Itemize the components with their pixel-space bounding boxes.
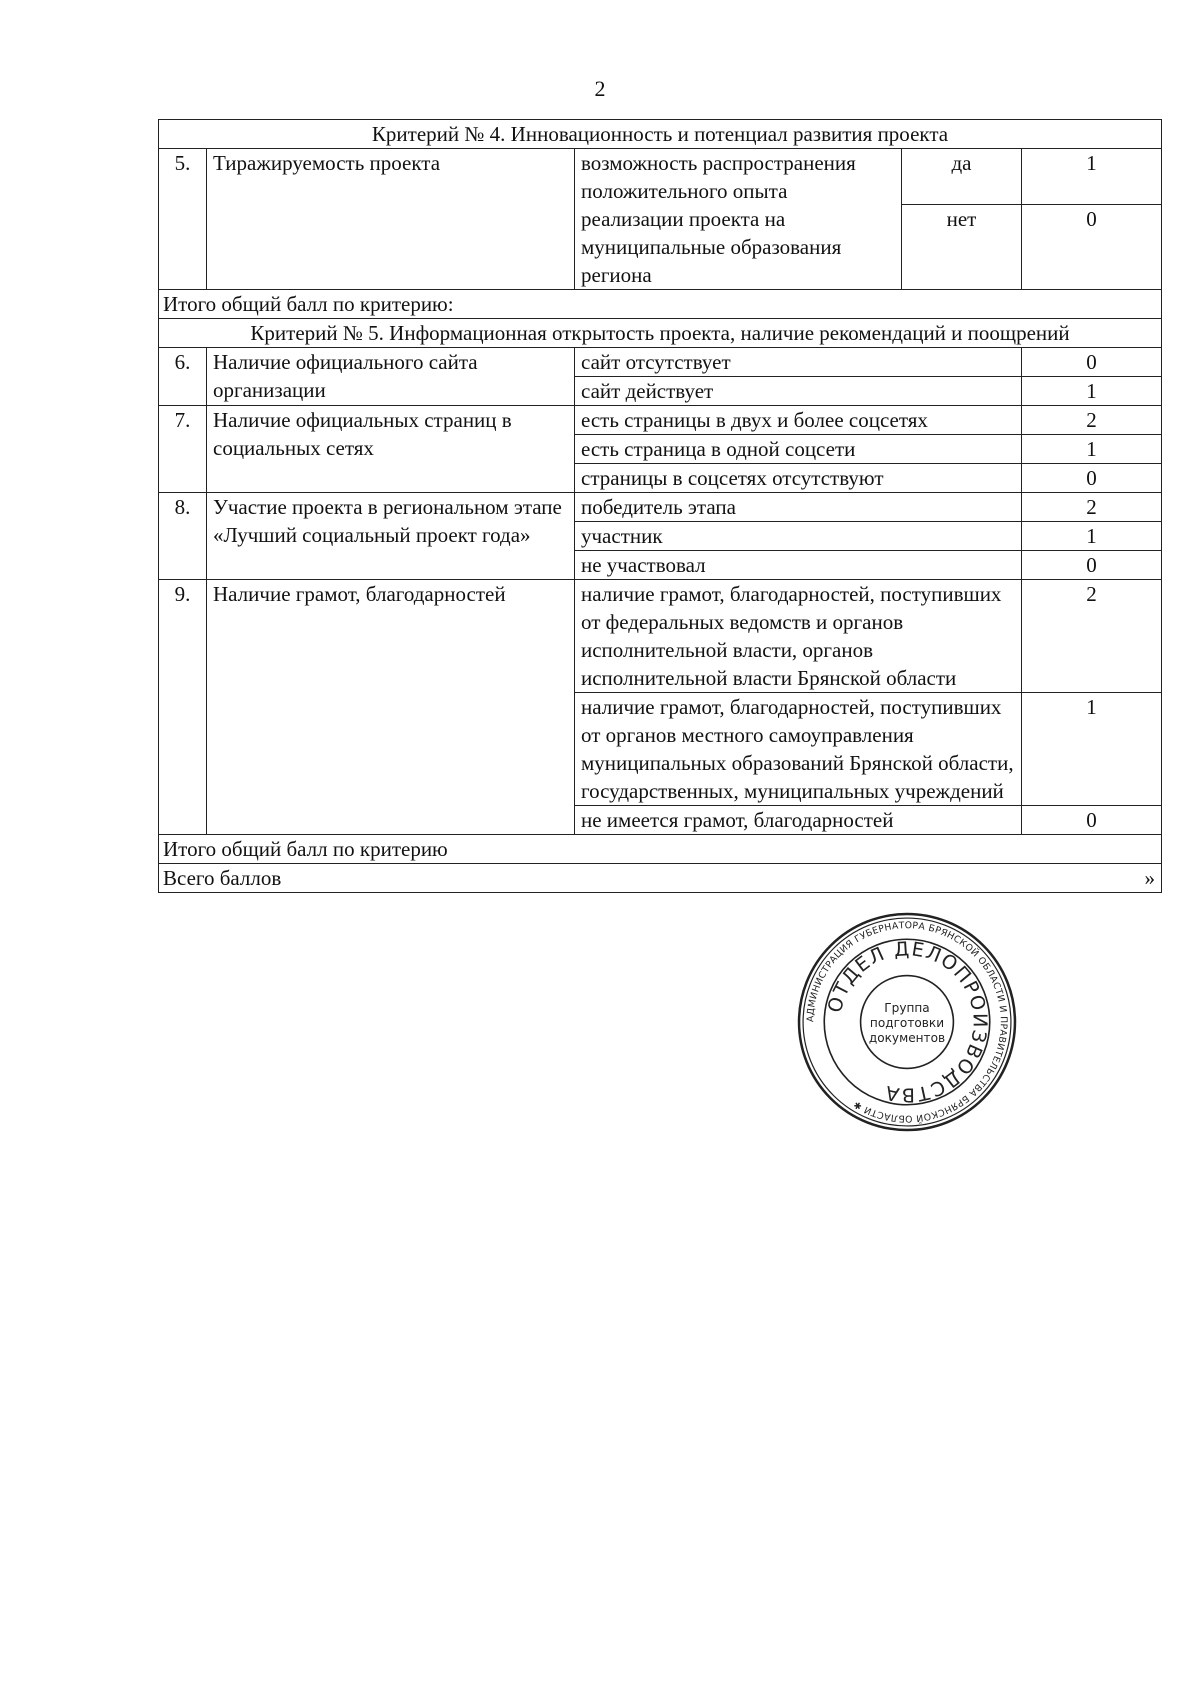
row-5-condition: возможность распространения положительного опыта реализации проекта на муниципальные образования региона <box>575 149 902 290</box>
row-9-option-label: наличие грамот, благодарностей, поступивших от органов местного самоуправления муниципальных образований Брянской области, государственных, муниципальных учреждений <box>575 693 1022 806</box>
row-8-option-score: 1 <box>1022 522 1162 551</box>
row-8-option-1 <box>159 493 1162 522</box>
row-6-name: Наличие официального сайта организации <box>207 348 575 406</box>
criterion5-header: Критерий № 5. Информационная открытость проекта, наличие рекомендаций и поощрений <box>159 319 1162 348</box>
row-8-option-score: 2 <box>1022 493 1162 522</box>
row-9-option-1 <box>159 580 1162 693</box>
grand-total-row <box>159 864 1162 893</box>
row-5-option-label: нет <box>902 205 1022 290</box>
grand-total-label: Всего баллов <box>159 864 1022 893</box>
row-9-number: 9. <box>159 580 207 835</box>
row-7-option-label: есть страница в одной соцсети <box>575 435 1022 464</box>
row-8-option-label: не участвовал <box>575 551 1022 580</box>
criterion4-total-row <box>159 290 1162 319</box>
criterion4-total-label: Итого общий балл по критерию: <box>159 290 1162 319</box>
row-5-option-score: 1 <box>1022 149 1162 205</box>
row-7-option-score: 1 <box>1022 435 1162 464</box>
row-7-option-label: страницы в соцсетях отсутствуют <box>575 464 1022 493</box>
row-8-number: 8. <box>159 493 207 580</box>
stamp-inner-text: ОТДЕЛ ДЕЛОПРОИЗВОДСТВА <box>822 937 992 1107</box>
row-7-option-score: 2 <box>1022 406 1162 435</box>
row-9-option-score: 2 <box>1022 580 1162 693</box>
row-6-number: 6. <box>159 348 207 406</box>
row-5-number: 5. <box>159 149 207 290</box>
criterion5-total-row <box>159 835 1162 864</box>
row-8-option-score: 0 <box>1022 551 1162 580</box>
criterion4-header-row <box>159 120 1162 149</box>
row-7-option-score: 0 <box>1022 464 1162 493</box>
row-6-option-score: 0 <box>1022 348 1162 377</box>
row-9-option-label: не имеется грамот, благодарностей <box>575 806 1022 835</box>
row-7-option-1 <box>159 406 1162 435</box>
row-7-option-label: есть страницы в двух и более соцсетях <box>575 406 1022 435</box>
row-5-name: Тиражируемость проекта <box>207 149 575 290</box>
row-8-name: Участие проекта в региональном этапе «Лучший социальный проект года» <box>207 493 575 580</box>
stamp-center-line-2: подготовки <box>869 1016 945 1031</box>
row-6-option-label: сайт действует <box>575 377 1022 406</box>
closing-quote-mark: » <box>1022 864 1162 893</box>
row-9-option-label: наличие грамот, благодарностей, поступивших от федеральных ведомств и органов исполнительной власти, органов исполнительной власти Брянской области <box>575 580 1022 693</box>
row-7-name: Наличие официальных страниц в социальных сетях <box>207 406 575 493</box>
row-7-number: 7. <box>159 406 207 493</box>
row-6-option-label: сайт отсутствует <box>575 348 1022 377</box>
row-5-option-1 <box>159 149 1162 205</box>
criterion5-header-row <box>159 319 1162 348</box>
page-number: 2 <box>594 76 606 101</box>
row-9-name: Наличие грамот, благодарностей <box>207 580 575 835</box>
row-5-option-score: 0 <box>1022 205 1162 290</box>
row-5-option-label: да <box>902 149 1022 205</box>
row-6-option-score: 1 <box>1022 377 1162 406</box>
row-6-option-1 <box>159 348 1162 377</box>
stamp-outer-text: АДМИНИСТРАЦИЯ ГУБЕРНАТОРА БРЯНСКОЙ ОБЛАСТИ И ПРАВИТЕЛЬСТВА БРЯНСКОЙ ОБЛАСТИ ✱ <box>805 920 1009 1124</box>
row-8-option-label: победитель этапа <box>575 493 1022 522</box>
criteria-table <box>158 119 1162 893</box>
criterion5-total-label: Итого общий балл по критерию <box>159 835 1162 864</box>
row-9-option-score: 0 <box>1022 806 1162 835</box>
row-9-option-score: 1 <box>1022 693 1162 806</box>
criterion4-header: Критерий № 4. Инновационность и потенциал развития проекта <box>159 120 1162 149</box>
stamp-center-line-1: Группа <box>884 1000 930 1015</box>
stamp-center-line-3: документов <box>868 1031 946 1046</box>
row-8-option-label: участник <box>575 522 1022 551</box>
official-stamp <box>796 911 1018 1133</box>
